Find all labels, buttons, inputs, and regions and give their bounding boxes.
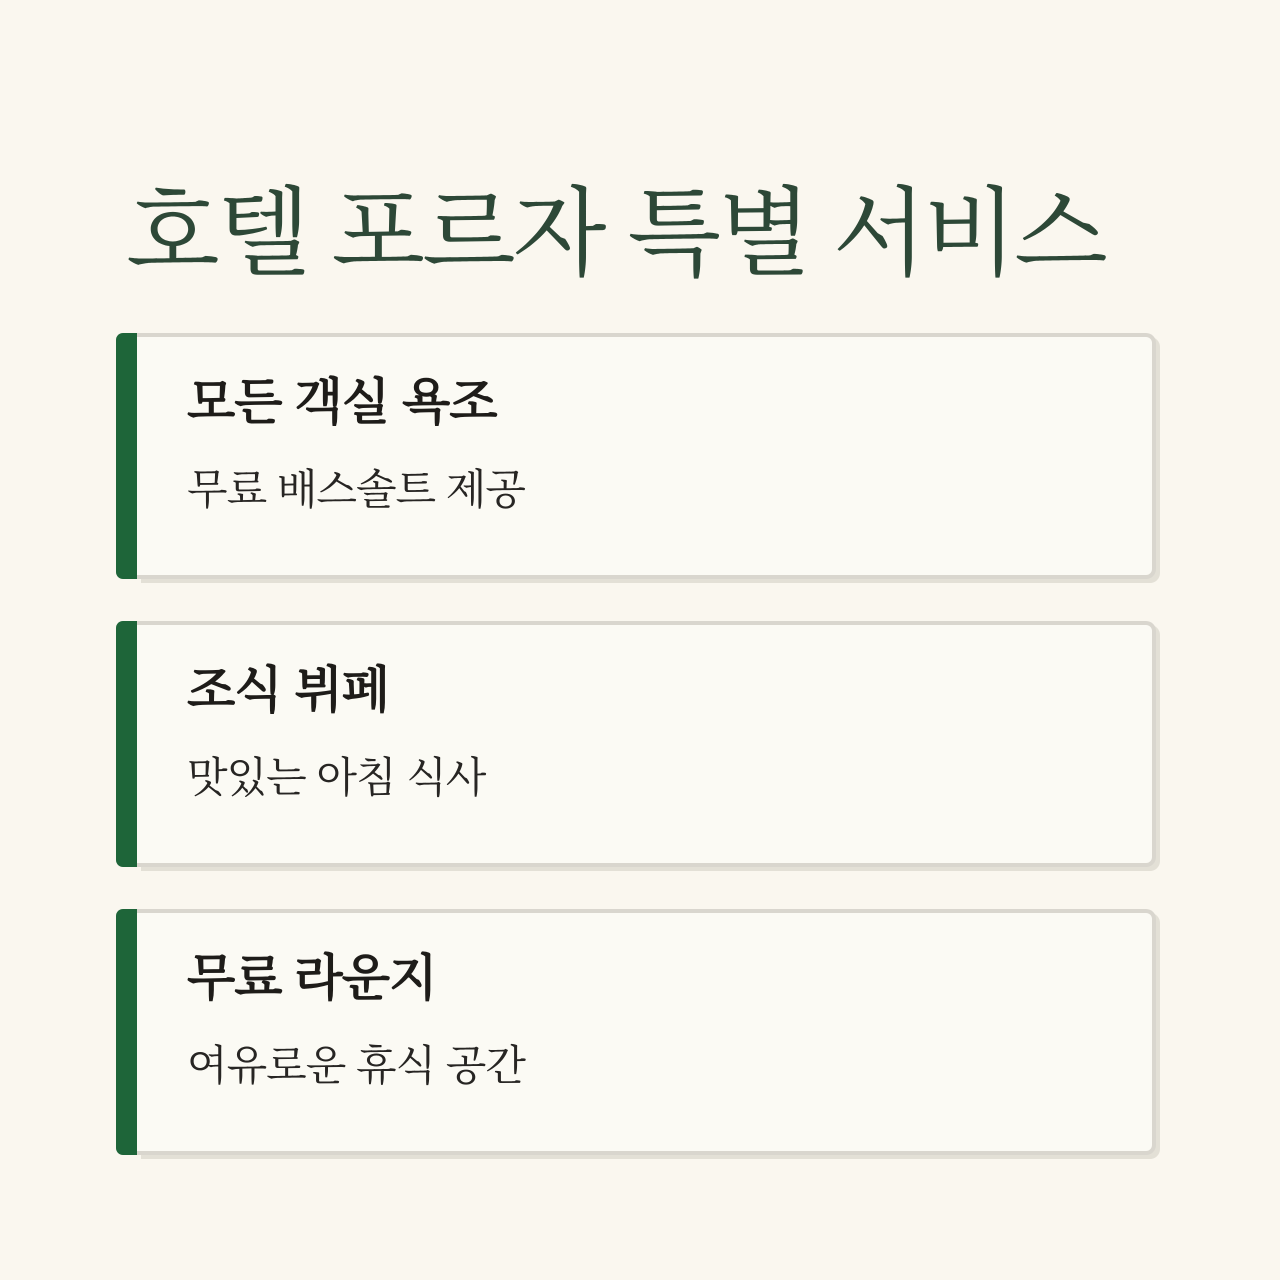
card-subtitle: 무료 배스솔트 제공 xyxy=(187,465,525,513)
card-accent-bar xyxy=(116,909,137,1155)
page-title: 호텔 포르자 특별 서비스 xyxy=(126,178,1105,288)
card-accent-bar xyxy=(116,621,137,867)
card-body xyxy=(137,909,1156,1155)
card-body xyxy=(137,621,1156,867)
service-card-breakfast xyxy=(116,621,1156,867)
card-title: 무료 라운지 xyxy=(187,950,437,1006)
service-card-list xyxy=(116,333,1156,1155)
card-title: 조식 뷔페 xyxy=(187,662,390,718)
service-card-lounge xyxy=(116,909,1156,1155)
card-subtitle: 맛있는 아침 식사 xyxy=(187,753,486,801)
card-title: 모든 객실 욕조 xyxy=(187,374,497,430)
card-body xyxy=(137,333,1156,579)
card-subtitle: 여유로운 휴식 공간 xyxy=(187,1041,525,1089)
service-card-bathtub xyxy=(116,333,1156,579)
card-accent-bar xyxy=(116,333,137,579)
